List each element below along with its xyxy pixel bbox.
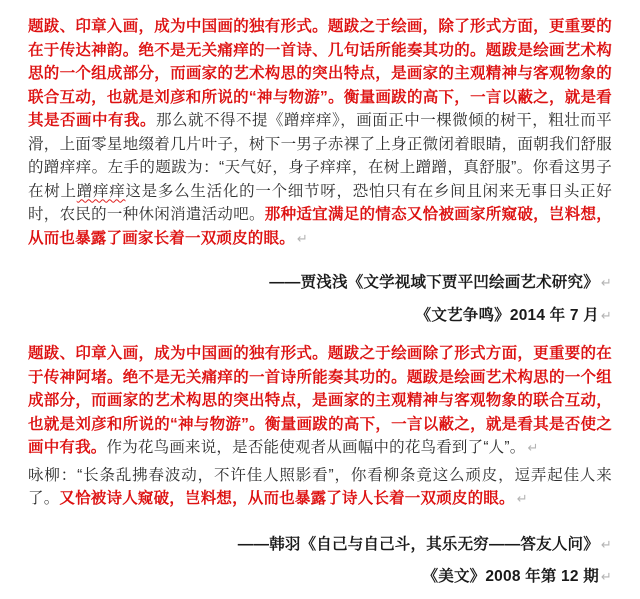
paragraph-mark-icon: ↵	[296, 230, 308, 246]
text-segment-bold-black: ——韩羽《自己与自己斗，其乐无穷——答友人问》	[237, 535, 599, 553]
text-segment-black: 这是多么生活化的一个细节呀，恐怕只有在乡间且闲来无事日头正好时，农民的一种休闲消遣活动吧。	[28, 182, 612, 223]
text-segment-bold-red: 那种适宜满足的情态又恰被画家所窥破，岂料想，从而也暴露了画家长着一双顽皮的眼。	[28, 206, 612, 247]
text-segment-bold-black: 《美文》2008 年第 12 期	[422, 568, 599, 585]
paragraph-mark-icon: ↵	[600, 536, 612, 552]
text-segment-bold-black: ——贾浅浅《文学视域下贾平凹绘画艺术研究》	[269, 274, 599, 291]
attribution-3-author-title	[28, 533, 612, 557]
paragraph-3-yongliu	[28, 464, 612, 511]
paragraph-2-tiba-variant	[28, 342, 612, 460]
text-segment-bold-black: 《文艺争鸣》2014 年 7 月	[415, 306, 599, 324]
document-content	[28, 15, 612, 589]
paragraph-1-tiba-essay	[28, 15, 612, 250]
text-segment-black: 咏柳：“长条乱拂春波动，不许佳人照影看”，你看柳条竟这么顽皮，逗弄起佳人来了。	[28, 466, 612, 507]
attribution-4-journal	[28, 565, 612, 589]
paragraph-mark-icon: ↵	[527, 440, 539, 455]
paragraph-mark-icon: ↵	[600, 307, 612, 323]
text-segment-black: 那么就不得不提《蹭痒痒》，画面正中一棵微倾的树干，粗壮而平滑，上面零星地缀着几片叶子，树下一男子赤裸了上身正微闭着眼睛，面朝我们舒服的蹭痒痒。左手的题跋为：“天气好，身子痒痒，在树上蹭蹭，真舒服”。你看这男子在树上	[28, 112, 612, 200]
attribution-2-journal	[28, 304, 612, 328]
text-segment-bold-red: 题跋、印章入画，成为中国画的独有形式。题跋之于绘画除了形式方面，更重要的在于传神阿堵。绝不是无关痛痒的一首诗所能奏其功的。题跋是绘画艺术构思的一个组成部分，而画家的艺术构思的突出特点，是画家的主观精神与客观物象的联合互动，也就是刘彦和所说的“神与物游”。衡量画跋的高下，一言以蔽之，就是看其是否使之画中有我。	[28, 345, 612, 456]
attribution-1-author-title	[28, 271, 612, 295]
paragraph-mark-icon: ↵	[600, 275, 612, 290]
text-segment-bold-red: 题跋、印章入画，成为中国画的独有形式。题跋之于绘画，除了形式方面，更重要的在于传达神韵。绝不是无关痛痒的一首诗、几句话所能奏其功的。题跋是绘画艺术构思的一个组成部分，而画家的艺术构思的突出特点，是画家的主观精神与客观物象的联合互动，也就是刘彦和所说的“神与物游”。衡量画跋的高下，一言以蔽之，就是看其是否画中有我。	[28, 18, 612, 129]
paragraph-mark-icon: ↵	[516, 491, 528, 506]
text-segment-black: 作为花鸟画来说，是否能使观者从画幅中的花鸟看到了“人”。	[106, 439, 526, 456]
text-segment-bold-red: 又恰被诗人窥破，岂料想，从而也暴露了诗人长着一双顽皮的眼。	[59, 490, 515, 507]
text-segment-black-squiggle: 蹭痒痒	[76, 182, 126, 200]
paragraph-mark-icon: ↵	[600, 569, 612, 584]
